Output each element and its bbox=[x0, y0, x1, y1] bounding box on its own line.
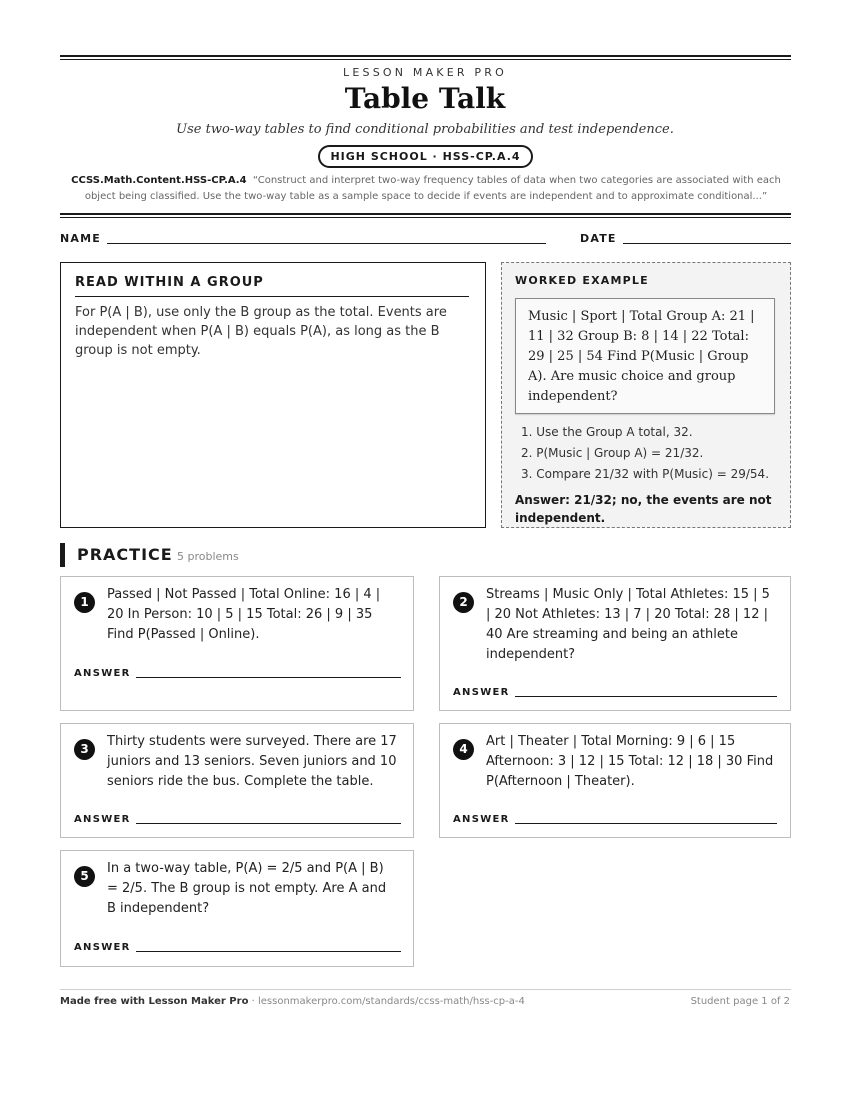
footer-brand: Made free with Lesson Maker Pro bbox=[60, 996, 249, 1007]
problem-text: Art | Theater | Total Morning: 9 | 6 | 15 Afternoon: 3 | 12 | 15 Total: 12 | 18 | 30 Find P(Afternoon | Theater). bbox=[486, 734, 774, 789]
worked-example-heading: WORKED EXAMPLE bbox=[515, 274, 649, 287]
problem-number: 3 bbox=[74, 739, 95, 760]
read-within-group-box bbox=[60, 262, 486, 528]
practice-title: PRACTICE bbox=[77, 545, 173, 564]
footer-credit bbox=[60, 996, 525, 1007]
answer-line[interactable] bbox=[136, 951, 401, 952]
practice-count: 5 problems bbox=[177, 550, 239, 563]
practice-accent-bar bbox=[60, 543, 65, 567]
top-rule-thick bbox=[60, 55, 791, 57]
problem-number: 4 bbox=[453, 739, 474, 760]
date-label: DATE bbox=[580, 232, 617, 245]
problem-number: 2 bbox=[453, 592, 474, 613]
grade-standard-badge: HIGH SCHOOL · HSS-CP.A.4 bbox=[318, 145, 533, 168]
read-box-heading: READ WITHIN A GROUP bbox=[75, 275, 469, 297]
answer-line[interactable] bbox=[136, 677, 401, 678]
read-box-body: For P(A | B), use only the B group as the total. Events are independent when P(A | B) equals P(A), as long as the B group is not empty. bbox=[75, 305, 447, 358]
worked-step: 2. P(Music | Group A) = 21/32. bbox=[521, 446, 704, 460]
problem-card-1 bbox=[60, 576, 414, 711]
problem-number: 5 bbox=[74, 866, 95, 887]
problem-card-5 bbox=[60, 850, 414, 967]
worksheet-title: Table Talk bbox=[344, 82, 506, 115]
answer-label: ANSWER bbox=[74, 942, 131, 953]
standard-description bbox=[68, 173, 784, 205]
problem-text: In a two-way table, P(A) = 2/5 and P(A | B) = 2/5. The B group is not empty. Are A and B independent? bbox=[107, 861, 387, 916]
problem-text: Passed | Not Passed | Total Online: 16 | 4 | 20 In Person: 10 | 5 | 15 Total: 26 | 9 | 35 Find P(Passed | Online). bbox=[107, 587, 381, 642]
brand-kicker: LESSON MAKER PRO bbox=[343, 66, 507, 79]
problem-text: Streams | Music Only | Total Athletes: 15 | 5 | 20 Not Athletes: 13 | 7 | 20 Total: 28 | 12 | 40 Are streaming and being an athlete independent? bbox=[486, 587, 770, 662]
worked-example-steps bbox=[515, 422, 777, 485]
name-label: NAME bbox=[60, 232, 101, 245]
worked-step: 3. Compare 21/32 with P(Music) = 29/54. bbox=[521, 467, 770, 481]
answer-label: ANSWER bbox=[453, 687, 510, 698]
answer-line[interactable] bbox=[136, 823, 401, 824]
header-rule-thin bbox=[60, 217, 791, 218]
problem-card-2 bbox=[439, 576, 791, 711]
answer-label: ANSWER bbox=[74, 814, 131, 825]
answer-line[interactable] bbox=[515, 696, 777, 697]
top-rule-thin bbox=[60, 59, 791, 60]
problem-card-4 bbox=[439, 723, 791, 838]
name-line[interactable] bbox=[107, 243, 546, 244]
worked-example-prompt: Music | Sport | Total Group A: 21 | 11 | 32 Group B: 8 | 14 | 22 Total: 29 | 25 | 54 Find P(Music | Group A). Are music choice and group independent? bbox=[515, 298, 775, 414]
worked-example-box bbox=[501, 262, 791, 528]
worked-example-answer: Answer: 21/32; no, the events are not independent. bbox=[515, 493, 772, 525]
answer-label: ANSWER bbox=[74, 668, 131, 679]
answer-label: ANSWER bbox=[453, 814, 510, 825]
footer-url[interactable]: · lessonmakerpro.com/standards/ccss-math/hss-cp-a-4 bbox=[248, 996, 525, 1007]
header-rule-thick bbox=[60, 213, 791, 215]
date-line[interactable] bbox=[623, 243, 791, 244]
standard-text: “Construct and interpret two-way frequency tables of data when two categories are associated with each object being classified. Use the two-way table as a sample space to decide if events are independent and to approximate conditional...” bbox=[84, 175, 781, 202]
problem-number: 1 bbox=[74, 592, 95, 613]
answer-line[interactable] bbox=[515, 823, 777, 824]
footer-rule bbox=[60, 989, 791, 990]
standard-code: CCSS.Math.Content.HSS-CP.A.4 bbox=[71, 175, 247, 186]
worked-step: 1. Use the Group A total, 32. bbox=[521, 425, 693, 439]
problem-text: Thirty students were surveyed. There are 17 juniors and 13 seniors. Seven juniors and 10 seniors ride the bus. Complete the table. bbox=[107, 734, 397, 789]
problem-card-3 bbox=[60, 723, 414, 838]
footer-page-number: Student page 1 of 2 bbox=[690, 996, 790, 1007]
worksheet-subtitle: Use two-way tables to find conditional probabilities and test independence. bbox=[176, 122, 674, 137]
